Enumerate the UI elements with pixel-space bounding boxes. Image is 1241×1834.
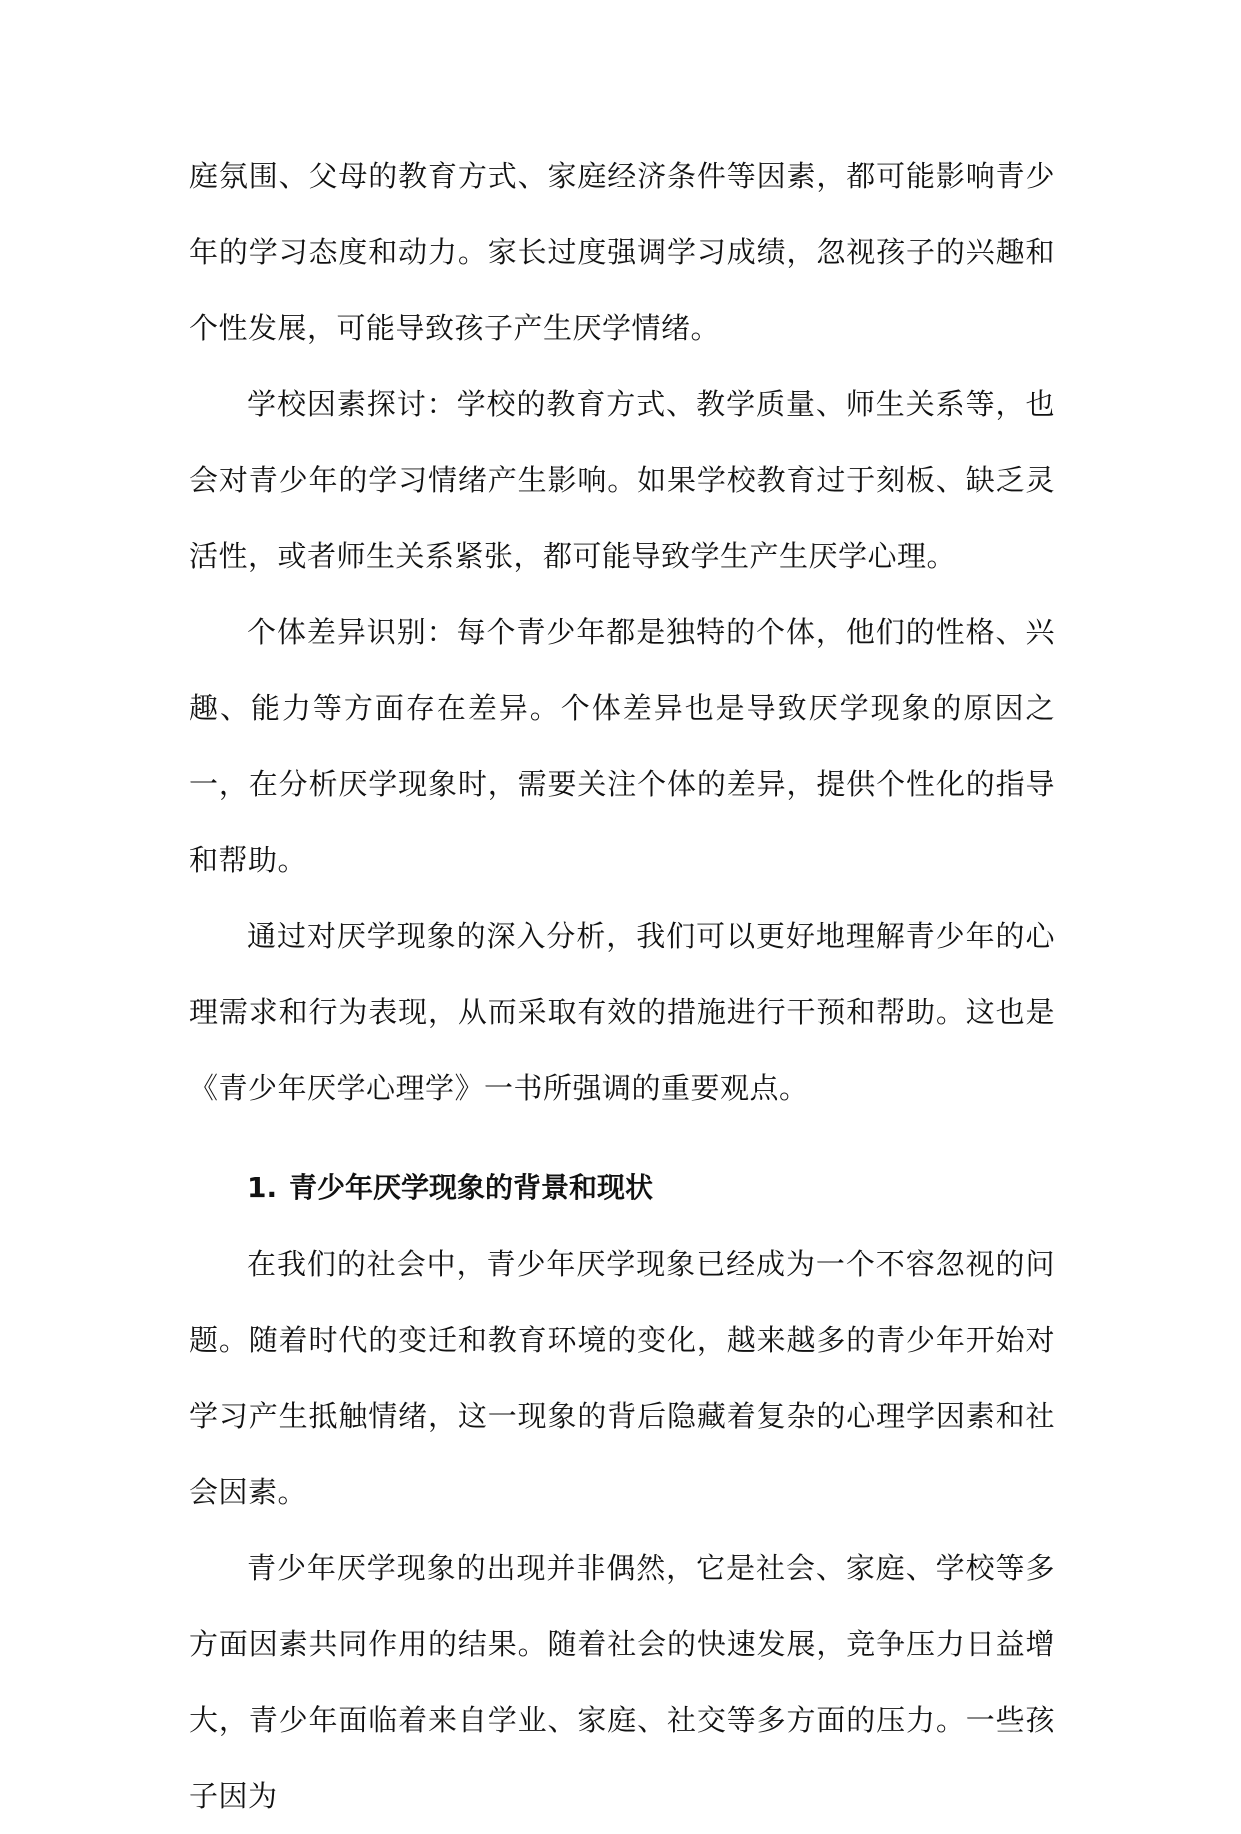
page-content	[189, 138, 1055, 1834]
section-heading	[189, 1150, 1055, 1226]
paragraph-individual-differences: 个体差异识别：每个青少年都是独特的个体，他们的性格、兴趣、能力等方面存在差异。个体差异也是导致厌学现象的原因之一，在分析厌学现象时，需要关注个体的差异，提供个性化的指导和帮助。	[189, 615, 1055, 877]
paragraph-school-factors: 学校因素探讨：学校的教育方式、教学质量、师生关系等，也会对青少年的学习情绪产生影响。如果学校教育过于刻板、缺乏灵活性，或者师生关系紧张，都可能导致学生产生厌学心理。	[189, 387, 1055, 573]
section-number: 1.	[247, 1171, 278, 1204]
paragraph-analysis-summary: 通过对厌学现象的深入分析，我们可以更好地理解青少年的心理需求和行为表现，从而采取有效的措施进行干预和帮助。这也是《青少年厌学心理学》一书所强调的重要观点。	[189, 919, 1055, 1105]
paragraph-family-factors: 庭氛围、父母的教育方式、家庭经济条件等因素，都可能影响青少年的学习态度和动力。家长过度强调学习成绩，忽视孩子的兴趣和个性发展，可能导致孩子产生厌学情绪。	[189, 159, 1055, 345]
paragraph-current-status: 青少年厌学现象的出现并非偶然，它是社会、家庭、学校等多方面因素共同作用的结果。随着社会的快速发展，竞争压力日益增大，青少年面临着来自学业、家庭、社交等多方面的压力。一些孩子因为	[189, 1551, 1055, 1813]
section-title: 青少年厌学现象的背景和现状	[289, 1171, 654, 1204]
paragraph-background: 在我们的社会中，青少年厌学现象已经成为一个不容忽视的问题。随着时代的变迁和教育环境的变化，越来越多的青少年开始对学习产生抵触情绪，这一现象的背后隐藏着复杂的心理学因素和社会因素。	[189, 1247, 1055, 1509]
